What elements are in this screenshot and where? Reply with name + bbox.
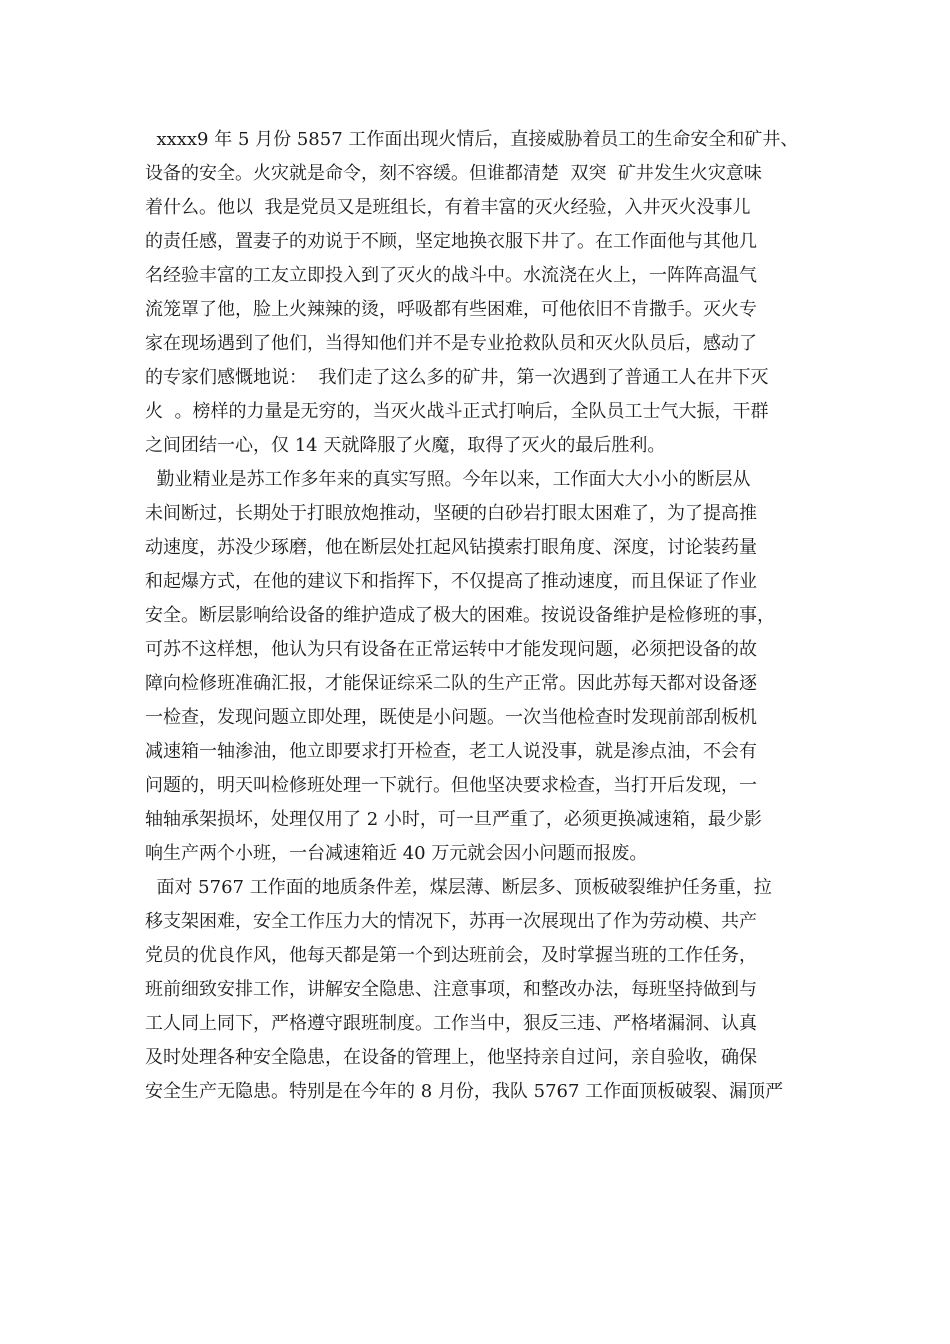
text-line: 流笼罩了他，脸上火辣辣的烫，呼吸都有些困难，可他依旧不肯撒手。灭火专: [145, 299, 757, 320]
text-line: 名经验丰富的工友立即投入到了灭火的战斗中。水流浇在火上，一阵阵高温气: [145, 265, 757, 286]
text-line: 响生产两个小班，一台减速箱近 40 万元就会因小问题而报废。: [145, 843, 648, 864]
text-line: 班前细致安排工作，讲解安全隐患、注意事项，和整改办法，每班坚持做到与: [145, 979, 757, 1000]
text-line: 可苏不这样想，他认为只有设备在正常运转中才能发现问题，必须把设备的故: [145, 639, 757, 660]
text-line: 一检查，发现问题立即处理，既使是小问题。一次当他检查时发现前部刮板机: [145, 707, 757, 728]
text-line: 移支架困难，安全工作压力大的情况下，苏再一次展现出了作为劳动模、共产: [145, 911, 757, 932]
text-line: 火 。榜样的力量是无穷的，当灭火战斗正式打响后，全队员工士气大振，干群: [145, 401, 769, 422]
text-line: 问题的，明天叫检修班处理一下就行。但他坚决要求检查，当打开后发现，一: [145, 775, 757, 796]
text-line: 之间团结一心，仅 14 天就降服了火魔，取得了灭火的最后胜利。: [145, 435, 666, 456]
text-line: 及时处理各种安全隐患，在设备的管理上，他坚持亲自过问，亲自验收，确保: [145, 1047, 757, 1068]
text-line: 设备的安全。火灾就是命令，刻不容缓。但谁都清楚 双突 矿井发生火灾意味: [145, 163, 762, 184]
text-line: 着什么。他以 我是党员又是班组长，有着丰富的灭火经验，入井灭火没事儿: [145, 197, 751, 218]
text-line: 的责任感，置妻子的劝说于不顾，坚定地换衣服下井了。在工作面他与其他几: [145, 231, 757, 252]
text-line: 的专家们感慨地说： 我们走了这么多的矿井，第一次遇到了普通工人在井下灭: [145, 367, 769, 388]
text-line: 安全。断层影响给设备的维护造成了极大的困难。按说设备维护是检修班的事，: [145, 605, 775, 626]
text-line: 工人同上同下，严格遵守跟班制度。工作当中，狠反三违、严格堵漏洞、认真: [145, 1013, 757, 1034]
document-body: [145, 123, 810, 1109]
text-line: 未间断过，长期处于打眼放炮推动，坚硬的白砂岩打眼太困难了，为了提高推: [145, 503, 757, 524]
text-line: 安全生产无隐患。特别是在今年的 8 月份，我队 5767 工作面顶板破裂、漏顶严: [145, 1081, 784, 1102]
text-line: 面对 5767 工作面的地质条件差，煤层薄、断层多、顶板破裂维护任务重，拉: [145, 877, 772, 898]
text-line: 家在现场遇到了他们，当得知他们并不是专业抢救队员和灭火队员后，感动了: [145, 333, 757, 354]
text-line: 减速箱一轴渗油，他立即要求打开检查，老工人说没事，就是渗点油，不会有: [145, 741, 757, 762]
text-line: 轴轴承架损坏，处理仅用了 2 小时，可一旦严重了，必须更换减速箱，最少影: [145, 809, 762, 830]
text-line: 勤业精业是苏工作多年来的真实写照。今年以来，工作面大大小小的断层从: [145, 469, 751, 490]
text-line: 障向检修班准确汇报，才能保证综采二队的生产正常。因此苏每天都对设备逐: [145, 673, 757, 694]
text-line: 和起爆方式，在他的建议下和指挥下，不仅提高了推动速度，而且保证了作业: [145, 571, 757, 592]
text-line: 动速度，苏没少琢磨，他在断层处扛起风钻摸索打眼角度、深度，讨论装药量: [145, 537, 757, 558]
text-line: xxxx9 年 5 月份 5857 工作面出现火情后，直接威胁着员工的生命安全和矿井、: [145, 129, 799, 150]
text-line: 党员的优良作风，他每天都是第一个到达班前会，及时掌握当班的工作任务，: [145, 945, 757, 966]
